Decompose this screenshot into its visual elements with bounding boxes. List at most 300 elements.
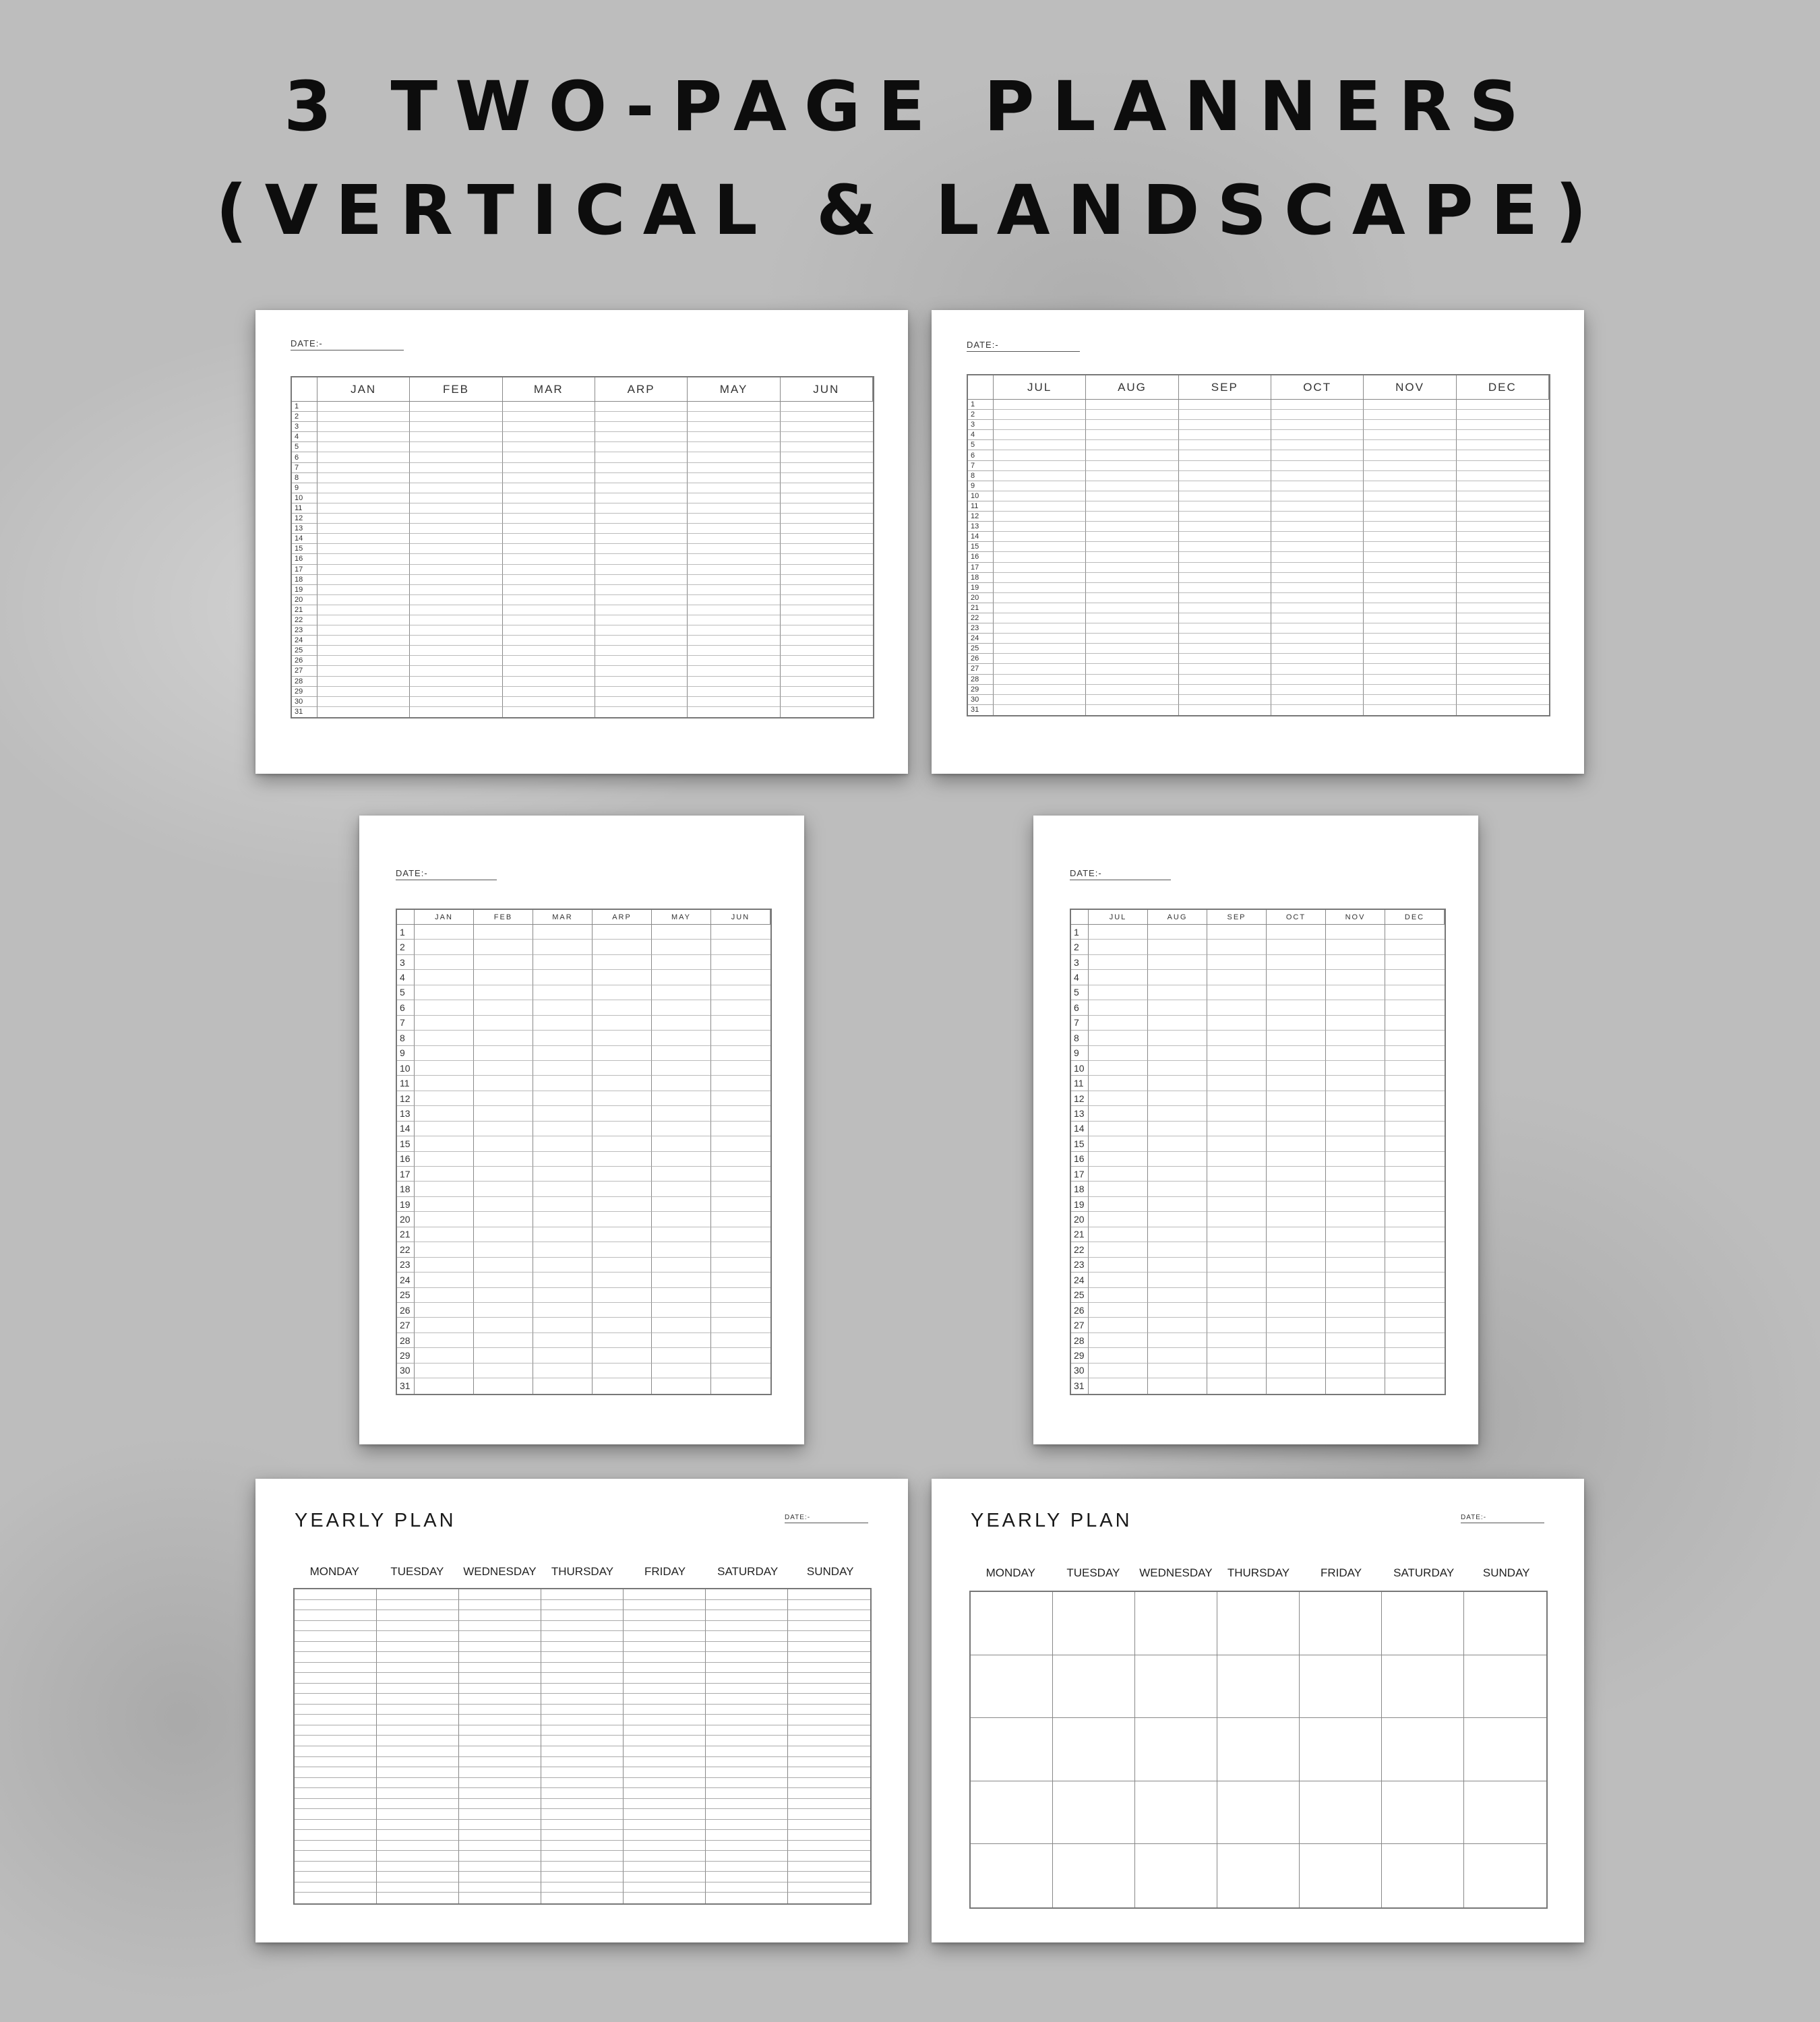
day-cell <box>994 654 1086 664</box>
line-cell <box>624 1600 706 1611</box>
day-cell <box>994 450 1086 460</box>
day-cell <box>593 1258 652 1273</box>
month-grid <box>967 374 1550 716</box>
day-number: 7 <box>292 463 317 473</box>
day-cell <box>1086 593 1178 603</box>
line-cell <box>788 1684 870 1694</box>
line-cell <box>541 1631 624 1642</box>
day-cell <box>474 1333 533 1348</box>
day-cell <box>688 687 780 697</box>
day-cell <box>503 646 595 656</box>
day-cell <box>1086 664 1178 674</box>
line-cell <box>459 1830 541 1841</box>
month-header-sep: SEP <box>1207 910 1267 925</box>
day-cell <box>503 442 595 452</box>
line-cell <box>788 1788 870 1799</box>
line-cell <box>788 1820 870 1831</box>
day-cell <box>1089 1242 1148 1257</box>
day-cell <box>415 1076 474 1091</box>
day-cell <box>1207 1000 1267 1015</box>
day-box <box>1464 1781 1546 1845</box>
day-cell <box>1326 1364 1385 1378</box>
line-cell <box>377 1809 459 1820</box>
line-cell <box>624 1715 706 1725</box>
line-cell <box>541 1600 624 1611</box>
line-cell <box>459 1631 541 1642</box>
day-box <box>1382 1592 1464 1655</box>
day-box <box>1382 1844 1464 1907</box>
day-cell <box>1086 410 1178 420</box>
line-cell <box>377 1893 459 1903</box>
line-cell <box>295 1610 377 1621</box>
day-cell <box>593 1348 652 1363</box>
day-cell <box>1267 985 1326 1000</box>
day-cell <box>1089 1288 1148 1303</box>
month-header-mar: MAR <box>533 910 593 925</box>
day-number: 25 <box>292 646 317 656</box>
line-cell <box>788 1642 870 1653</box>
day-cell <box>503 473 595 483</box>
day-cell <box>1326 1258 1385 1273</box>
day-cell <box>595 432 688 442</box>
day-cell <box>317 585 410 595</box>
day-cell <box>1086 675 1178 685</box>
day-cell <box>1207 1348 1267 1363</box>
day-cell <box>1457 664 1549 674</box>
day-number: 29 <box>397 1348 415 1363</box>
day-cell <box>1086 491 1178 501</box>
month-header-feb: FEB <box>474 910 533 925</box>
line-cell <box>541 1799 624 1810</box>
day-box <box>1300 1592 1382 1655</box>
day-cell <box>410 554 502 564</box>
day-cell <box>474 1273 533 1287</box>
day-cell <box>1385 1136 1445 1151</box>
day-cell <box>711 1273 770 1287</box>
line-cell <box>706 1589 788 1600</box>
day-number: 10 <box>292 493 317 503</box>
day-cell <box>1148 940 1207 954</box>
day-cell <box>595 595 688 605</box>
day-cell <box>1089 985 1148 1000</box>
day-number: 24 <box>397 1273 415 1287</box>
day-cell <box>415 1091 474 1106</box>
day-number: 8 <box>1071 1031 1089 1045</box>
day-number: 19 <box>397 1197 415 1212</box>
weekday-lined-grid <box>293 1588 872 1905</box>
line-cell <box>788 1705 870 1715</box>
day-cell <box>781 677 873 687</box>
day-cell <box>711 1197 770 1212</box>
day-number: 30 <box>968 695 994 705</box>
day-cell <box>1086 603 1178 613</box>
day-cell <box>1271 542 1364 552</box>
day-number: 21 <box>397 1227 415 1242</box>
day-cell <box>1385 1076 1445 1091</box>
day-cell <box>1457 491 1549 501</box>
day-cell <box>415 925 474 940</box>
line-cell <box>788 1600 870 1611</box>
day-cell <box>317 677 410 687</box>
day-cell <box>593 970 652 985</box>
line-cell <box>788 1862 870 1872</box>
day-cell <box>593 1288 652 1303</box>
month-grid <box>1070 909 1446 1395</box>
day-cell <box>1457 532 1549 542</box>
day-cell <box>593 1122 652 1136</box>
day-cell <box>415 970 474 985</box>
day-cell <box>1207 1303 1267 1318</box>
line-cell <box>706 1652 788 1663</box>
line-cell <box>377 1725 459 1736</box>
day-cell <box>1086 623 1178 634</box>
day-cell <box>1207 1122 1267 1136</box>
day-cell <box>415 1242 474 1257</box>
line-cell <box>706 1757 788 1768</box>
day-cell <box>474 1378 533 1393</box>
day-cell <box>688 463 780 473</box>
line-cell <box>295 1705 377 1715</box>
day-number: 21 <box>1071 1227 1089 1242</box>
day-cell <box>533 1076 593 1091</box>
day-cell <box>711 1258 770 1273</box>
day-cell <box>474 1288 533 1303</box>
day-cell <box>711 940 770 954</box>
day-cell <box>595 677 688 687</box>
day-cell <box>415 1333 474 1348</box>
header-corner <box>292 377 317 402</box>
line-cell <box>788 1799 870 1810</box>
line-cell <box>788 1725 870 1736</box>
day-cell <box>317 554 410 564</box>
day-cell <box>415 1273 474 1287</box>
day-cell <box>1385 1091 1445 1106</box>
day-cell <box>595 412 688 422</box>
day-cell <box>1457 430 1549 440</box>
day-cell <box>1271 512 1364 522</box>
day-cell <box>410 432 502 442</box>
day-cell <box>474 970 533 985</box>
day-cell <box>595 707 688 717</box>
day-number: 16 <box>968 552 994 562</box>
day-cell <box>410 422 502 432</box>
day-cell <box>1207 1167 1267 1182</box>
line-cell <box>459 1600 541 1611</box>
day-cell <box>533 1122 593 1136</box>
day-cell <box>593 1212 652 1227</box>
day-cell <box>688 605 780 615</box>
day-cell <box>533 970 593 985</box>
line-cell <box>706 1631 788 1642</box>
day-cell <box>410 575 502 585</box>
day-number: 28 <box>968 675 994 685</box>
day-cell <box>1086 501 1178 512</box>
day-cell <box>1207 1031 1267 1045</box>
day-cell <box>1326 1122 1385 1136</box>
day-number: 6 <box>292 452 317 462</box>
day-cell <box>1271 532 1364 542</box>
day-number: 31 <box>968 705 994 715</box>
line-cell <box>624 1642 706 1653</box>
day-cell <box>317 422 410 432</box>
day-cell <box>317 463 410 473</box>
weekday-monday: MONDAY <box>309 1565 359 1578</box>
day-cell <box>1326 1000 1385 1015</box>
day-cell <box>595 503 688 514</box>
day-cell <box>1089 1076 1148 1091</box>
line-cell <box>295 1893 377 1903</box>
day-number: 2 <box>968 410 994 420</box>
line-cell <box>377 1799 459 1810</box>
day-cell <box>1089 1378 1148 1393</box>
line-cell <box>459 1610 541 1621</box>
day-cell <box>595 452 688 462</box>
day-cell <box>533 1273 593 1287</box>
day-number: 7 <box>1071 1016 1089 1031</box>
day-cell <box>1385 1152 1445 1167</box>
day-box <box>1217 1781 1300 1845</box>
day-cell <box>1457 440 1549 450</box>
line-cell <box>788 1746 870 1757</box>
month-header-arp: ARP <box>595 377 688 402</box>
line-cell <box>295 1851 377 1862</box>
line-cell <box>459 1841 541 1851</box>
month-header-nov: NOV <box>1326 910 1385 925</box>
weekday-thursday: THURSDAY <box>551 1565 614 1578</box>
day-cell <box>1207 1318 1267 1332</box>
day-cell <box>1089 940 1148 954</box>
day-number: 8 <box>292 473 317 483</box>
day-cell <box>1148 1318 1207 1332</box>
day-cell <box>994 552 1086 562</box>
day-cell <box>1086 563 1178 573</box>
day-cell <box>1326 1091 1385 1106</box>
line-cell <box>377 1642 459 1653</box>
day-cell <box>1148 1182 1207 1196</box>
day-cell <box>1385 1227 1445 1242</box>
day-cell <box>1326 1061 1385 1076</box>
day-cell <box>1364 410 1456 420</box>
weekday-sunday: SUNDAY <box>1482 1566 1530 1579</box>
day-cell <box>1457 583 1549 593</box>
day-number: 4 <box>1071 970 1089 985</box>
line-cell <box>541 1642 624 1653</box>
day-cell <box>781 656 873 666</box>
day-number: 1 <box>397 925 415 940</box>
day-cell <box>652 1091 711 1106</box>
day-cell <box>415 1318 474 1332</box>
day-cell <box>1207 970 1267 985</box>
line-cell <box>377 1600 459 1611</box>
day-cell <box>1267 1031 1326 1045</box>
day-cell <box>994 634 1086 644</box>
day-cell <box>1457 695 1549 705</box>
day-number: 17 <box>397 1167 415 1182</box>
day-number: 12 <box>292 514 317 524</box>
day-cell <box>317 534 410 544</box>
day-cell <box>1457 654 1549 664</box>
day-cell <box>503 412 595 422</box>
day-cell <box>1267 1106 1326 1121</box>
day-cell <box>1457 573 1549 583</box>
day-cell <box>593 1273 652 1287</box>
day-cell <box>994 522 1086 532</box>
day-cell <box>1089 1031 1148 1045</box>
day-cell <box>1271 481 1364 491</box>
day-cell <box>410 636 502 646</box>
day-cell <box>1326 1242 1385 1257</box>
day-cell <box>1086 583 1178 593</box>
weekday-header <box>969 1566 1548 1580</box>
day-box <box>1135 1844 1217 1907</box>
day-number: 9 <box>292 483 317 493</box>
date-field: DATE:- <box>967 340 1080 352</box>
day-cell <box>474 1212 533 1227</box>
day-cell <box>1267 1227 1326 1242</box>
day-number: 30 <box>397 1364 415 1378</box>
day-number: 16 <box>397 1152 415 1167</box>
day-cell <box>415 1016 474 1031</box>
day-cell <box>652 1000 711 1015</box>
day-cell <box>1457 471 1549 481</box>
day-box <box>1464 1592 1546 1655</box>
day-cell <box>593 1167 652 1182</box>
day-box <box>1053 1592 1135 1655</box>
line-cell <box>706 1621 788 1632</box>
day-cell <box>1457 450 1549 460</box>
day-box <box>971 1781 1053 1845</box>
day-cell <box>652 925 711 940</box>
day-cell <box>1179 583 1271 593</box>
day-cell <box>317 605 410 615</box>
line-cell <box>459 1694 541 1705</box>
day-cell <box>688 442 780 452</box>
line-cell <box>541 1621 624 1632</box>
day-cell <box>1364 634 1456 644</box>
day-cell <box>474 925 533 940</box>
day-cell <box>533 1242 593 1257</box>
day-cell <box>415 1197 474 1212</box>
day-box <box>971 1844 1053 1907</box>
day-cell <box>1089 1303 1148 1318</box>
day-cell <box>1364 603 1456 613</box>
line-cell <box>541 1746 624 1757</box>
day-box <box>971 1592 1053 1655</box>
day-cell <box>1364 664 1456 674</box>
day-cell <box>1089 1273 1148 1287</box>
day-cell <box>410 687 502 697</box>
day-cell <box>593 925 652 940</box>
line-cell <box>541 1610 624 1621</box>
day-cell <box>1148 1000 1207 1015</box>
day-cell <box>1364 563 1456 573</box>
day-cell <box>652 1318 711 1332</box>
day-cell <box>711 1061 770 1076</box>
yearly-plan-title: YEARLY PLAN <box>971 1510 1132 1531</box>
line-cell <box>377 1673 459 1684</box>
weekday-monday: MONDAY <box>985 1566 1035 1579</box>
day-cell <box>593 985 652 1000</box>
day-cell <box>1207 1136 1267 1151</box>
line-cell <box>541 1715 624 1725</box>
day-cell <box>415 1212 474 1227</box>
day-cell <box>781 625 873 636</box>
day-cell <box>533 1106 593 1121</box>
line-cell <box>624 1736 706 1746</box>
day-cell <box>503 687 595 697</box>
day-cell <box>1364 573 1456 583</box>
day-cell <box>474 1303 533 1318</box>
day-cell <box>1207 1197 1267 1212</box>
day-cell <box>415 1303 474 1318</box>
day-number: 15 <box>968 542 994 552</box>
day-cell <box>652 1136 711 1151</box>
day-cell <box>1207 1378 1267 1393</box>
day-cell <box>415 1348 474 1363</box>
day-cell <box>994 400 1086 410</box>
day-cell <box>652 1076 711 1091</box>
day-cell <box>1364 420 1456 430</box>
day-cell <box>1326 1136 1385 1151</box>
day-cell <box>503 625 595 636</box>
line-cell <box>706 1705 788 1715</box>
month-header-dec: DEC <box>1457 375 1549 400</box>
line-cell <box>377 1652 459 1663</box>
day-cell <box>1385 1061 1445 1076</box>
day-cell <box>781 442 873 452</box>
day-cell <box>1179 471 1271 481</box>
day-number: 23 <box>397 1258 415 1273</box>
line-cell <box>295 1778 377 1789</box>
day-cell <box>533 1182 593 1196</box>
line-cell <box>541 1882 624 1893</box>
day-cell <box>1148 1031 1207 1045</box>
line-cell <box>788 1872 870 1882</box>
day-number: 20 <box>292 595 317 605</box>
day-cell <box>1364 705 1456 715</box>
line-cell <box>706 1746 788 1757</box>
day-cell <box>1364 675 1456 685</box>
day-cell <box>994 532 1086 542</box>
day-cell <box>410 483 502 493</box>
day-number: 3 <box>968 420 994 430</box>
day-cell <box>595 483 688 493</box>
line-cell <box>295 1788 377 1799</box>
day-cell <box>688 656 780 666</box>
day-cell <box>781 595 873 605</box>
line-cell <box>295 1757 377 1768</box>
line-cell <box>459 1809 541 1820</box>
line-cell <box>706 1820 788 1831</box>
day-cell <box>781 534 873 544</box>
day-cell <box>503 432 595 442</box>
line-cell <box>459 1705 541 1715</box>
day-cell <box>533 1258 593 1273</box>
line-cell <box>541 1725 624 1736</box>
day-cell <box>994 685 1086 695</box>
headline-line-2: (VERTICAL & LANDSCAPE) <box>216 171 1604 251</box>
day-cell <box>317 687 410 697</box>
day-number: 9 <box>968 481 994 491</box>
day-number: 15 <box>397 1136 415 1151</box>
day-cell <box>994 542 1086 552</box>
day-cell <box>711 1000 770 1015</box>
day-cell <box>474 985 533 1000</box>
day-cell <box>1326 1212 1385 1227</box>
day-cell <box>1207 1288 1267 1303</box>
day-cell <box>503 514 595 524</box>
day-number: 1 <box>1071 925 1089 940</box>
